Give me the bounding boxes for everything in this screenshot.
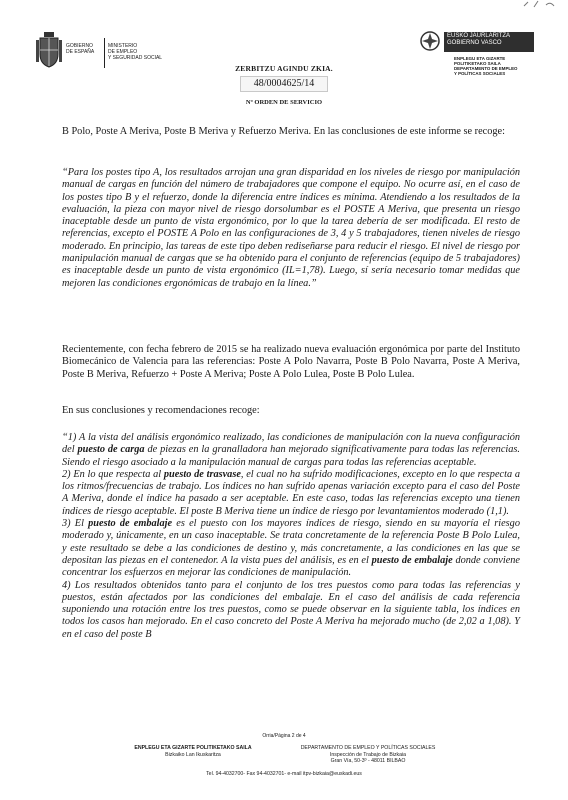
- handwritten-mark: [520, 0, 560, 8]
- ministry-line-2: DE EMPLEO: [108, 49, 138, 55]
- footer-right-line-2: Inspección de Trabajo de Bizkaia: [329, 751, 407, 758]
- footer-right: [286, 745, 450, 765]
- paragraph-recommendations-intro: [62, 405, 520, 417]
- eu-band-line-2: GOBIERNO VASCO: [447, 39, 502, 46]
- rec2-text-b: , el cual no ha sufrido modificaciones, excepto en lo que respecta a los ritmos/frecuencias de trabajo. Los índices no han sufrido apenas variación excepto para el caso del Poste A Meriva, donde el índice ha pasado a ser aceptable. En este caso, todas las referencias excepto una tienen índices de riesgo aceptable. El poste B Meriva tiene un índice de riesgo por levantamientos moderado (1,1).: [62, 468, 520, 517]
- rec3-text-b: es el puesto con los mayores índices de riesgo, siendo en su mayoría el riesgo moderado y, únicamente, en un caso inaceptable. Se trata concretamente de la referencia Poste B Polo Lulea, y este resultado se debe a las condiciones de destino y, más concretamente, a las condiciones en las que se depositan las piezas en el contenedor. A la vista pues del análisis, es en el: [62, 518, 520, 566]
- recommendation-1: [62, 432, 520, 469]
- spain-gov-label: [66, 43, 102, 55]
- footer-left: [118, 745, 268, 758]
- ministry-line-1: MINISTERIO: [108, 43, 138, 49]
- gov-line-1: GOBIERNO: [66, 43, 93, 49]
- ministry-label: [108, 43, 168, 61]
- gov-line-2: DE ESPAÑA: [66, 49, 95, 55]
- page-number: Orria/Página 2 de 4: [262, 733, 306, 739]
- basque-emblem-icon: [420, 30, 440, 52]
- ministry-line-3: Y SEGURIDAD SOCIAL: [108, 55, 163, 61]
- quote-text: “Para los postes tipo A, los resultados arrojan una gran disparidad en los niveles de riesgo por manipulación manual de cargas en función del número de trabajadores que compone el equipo. No ocurre así, en el caso de los postes tipo B y el refuerzo, donde la diferencia entre índices es mínima. Atendiendo a los resultados de la evaluación, la pieza con mayor nivel de riesgo dorsolumbar es el POSTE A Meriva, que presenta un riesgo inaceptable desde un punto de vista ergonómico, por lo que la tarea debería de ser modificada. El resto de referencias, excepto el POSTE A Polo en las configuraciones de 3, 4 y 5 trabajadores, tienen niveles de riesgo moderado. En principio, las tareas de este tipo deben rediseñarse para reducir el riesgo. El nivel de riesgo por manipulación manual de cargas que se ha obtenido para el conjunto de referencias (equipo de 5 trabajadores) es inaceptable desde un punto de vista ergonómico (IL=1,78). Luego, sí sería necesario tomar medidas que mejoren las condiciones ergonómicas de trabajo en la línea.”: [62, 167, 520, 289]
- eu-dept-line-4: Y POLÍTICAS SOCIALES: [454, 71, 506, 76]
- paragraph-recent-evaluation: [62, 344, 520, 381]
- paragraph-intro: [62, 126, 520, 138]
- order-number: 48/0004625/14: [253, 78, 315, 89]
- service-order-label-basque: ZERBITZU AGINDU ZKIA.: [235, 64, 333, 73]
- rec3-text-c: donde conviene concentrar los esfuerzos en mejorar las condiciones de manipulación.: [62, 554, 520, 579]
- rec3-text-a: 3) El: [62, 518, 89, 530]
- eu-dept-line-2: POLITIKETAKO SAILA: [454, 61, 501, 66]
- recommendation-2: [62, 469, 520, 518]
- recommendations-list: [62, 432, 520, 641]
- footer-right-line-3: Gran Vía, 50-3º - 48011 BILBAO: [330, 758, 406, 764]
- rec1-text-b: de piezas en la granalladora han mejorado significativamente para todas las referencias. Siendo el riesgo asociado a la manipulación manual de cargas para todas las referencias aceptable.: [62, 444, 520, 468]
- rec3-bold-2: puesto de embalaje: [371, 554, 453, 566]
- spain-coat-of-arms-icon: [36, 32, 62, 68]
- footer-left-line-1: ENPLEGU ETA GIZARTE POLITIKETAKO SAILA: [134, 745, 252, 751]
- rec1-text-a: “1) A la vista del análisis ergonómico realizado, las condiciones de manipulación con la nueva configuración del: [62, 432, 520, 456]
- recommendation-3: [62, 518, 520, 579]
- eu-dept-line-1: ENPLEGU ETA GIZARTE: [454, 56, 506, 61]
- recent-evaluation-text: Recientemente, con fecha febrero de 2015 se ha realizado nueva evaluación ergonómica por parte del Instituto Biomecánico de Valencia para las referencias: Poste A Polo Navarra, Poste B Polo Navarra, Poste A Meriva, Poste B Meriva, Refuerzo + Poste A Meriva; Poste A Polo Lulea, Poste B Polo Lulea.: [62, 344, 520, 380]
- basque-gov-band: [444, 32, 534, 52]
- eu-band-line-1: EUSKO JAURLARITZA: [447, 33, 511, 39]
- rec1-bold: puesto de carga: [77, 444, 145, 456]
- rec2-bold: puesto de trasvase: [163, 468, 241, 480]
- recommendation-4: 4) Los resultados obtenidos tanto para el conjunto de los tres puestos como para todas las referencias y puestos, están afectados por las condiciones del embalaje. En el caso del análisis de cada referencia suponiendo una rotación entre los tres puestos, como se puede observar en la siguiente tabla, los índices en todos los casos han mejorado. En el caso concreto del Poste A Meriva ha mejorado mucho (de 2,02 a 1,08). Y en el caso del poste B: [62, 579, 520, 640]
- service-order-label: Nº ORDEN DE SERVICIO: [245, 99, 323, 106]
- rec3-bold-1: puesto de embalaje: [88, 518, 173, 530]
- eu-dept-line-3: DEPARTAMENTO DE EMPLEO: [454, 66, 518, 71]
- rec2-text-a: 2) En lo que respecta al: [62, 468, 164, 480]
- footer-left-line-2: Bizkaiko Lan Ikuskaritza: [165, 751, 221, 758]
- recommendations-intro-text: En sus conclusiones y recomendaciones recoge:: [62, 405, 260, 416]
- footer-contact: Tel. 94-4032700- Fax 94-4032701- e-mail itpv-bizkaia@euskadi.eus: [206, 771, 362, 777]
- quote-conclusions: [62, 167, 520, 290]
- intro-text: B Polo, Poste A Meriva, Poste B Meriva y Refuerzo Meriva. En las conclusiones de este informe se recoge:: [62, 126, 505, 137]
- footer-right-line-1: DEPARTAMENTO DE EMPLEO Y POLÍTICAS SOCIALES: [300, 745, 436, 751]
